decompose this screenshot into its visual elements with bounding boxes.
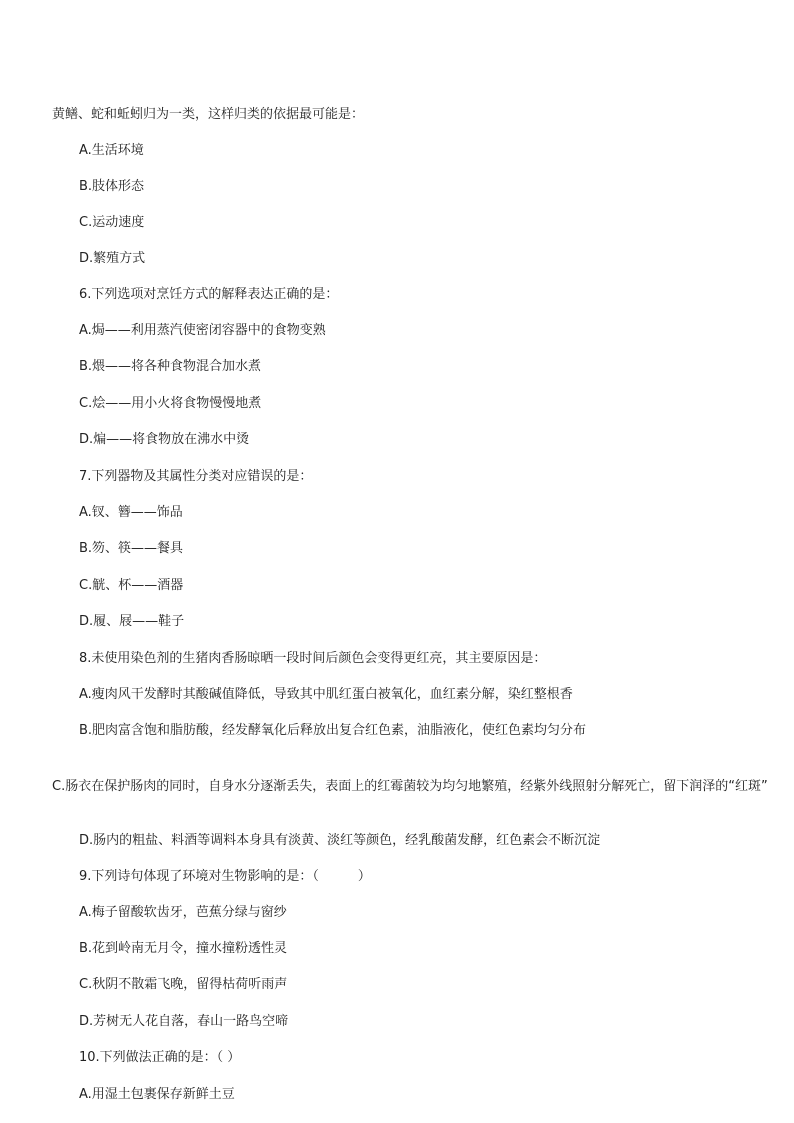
q9-option-b: B.花到岭南无月令，撞水撞粉透性灵 (79, 941, 288, 956)
q8-option-b: B.肥肉富含饱和脂肪酸，经发酵氧化后释放出复合红色素，油脂液化，使红色素均匀分布 (79, 723, 587, 738)
q7-option-d: D.履、屐——鞋子 (79, 614, 185, 629)
q9-option-a: A.梅子留酸软齿牙，芭蕉分绿与窗纱 (79, 905, 287, 920)
page-intro: 黄鳝、蛇和蚯蚓归为一类，这样归类的依据最可能是： (52, 107, 365, 122)
q9-option-c: C.秋阴不散霜飞晚，留得枯荷听雨声 (79, 977, 288, 992)
q6-option-d: D.煸——将食物放在沸水中烫 (79, 432, 250, 447)
q5-option-b: B.肢体形态 (79, 179, 145, 194)
q10-option-a: A.用湿土包裹保存新鲜土豆 (79, 1087, 235, 1102)
q8-option-a: A.瘦肉风干发酵时其酸碱值降低，导致其中肌红蛋白被氧化，血红素分解，染红整根香 (79, 687, 573, 702)
q9-option-d: D.芳树无人花自落，春山一路鸟空啼 (79, 1014, 289, 1029)
q8-option-c: C.肠衣在保护肠肉的同时，自身水分逐渐丢失，表面上的红霉菌较为均匀地繁殖，经紫外线照射分解死亡，留下润泽的“红斑” (52, 779, 768, 794)
q9-stem: 9.下列诗句体现了环境对生物影响的是：（ ） (79, 869, 371, 884)
q7-option-b: B.笏、筷——餐具 (79, 541, 184, 556)
q5-option-a: A.生活环境 (79, 143, 144, 158)
q7-option-a: A.钗、簪——饰品 (79, 505, 183, 520)
q10-stem: 10.下列做法正确的是：（ ） (79, 1050, 241, 1065)
q5-option-c: C.运动速度 (79, 215, 145, 230)
q7-option-c: C.觥、杯——酒器 (79, 578, 184, 593)
q5-option-d: D.繁殖方式 (79, 251, 146, 266)
q6-option-a: A.焗——利用蒸汽使密闭容器中的食物变熟 (79, 323, 326, 338)
q7-stem: 7.下列器物及其属性分类对应错误的是： (79, 469, 313, 484)
q6-option-b: B.煨——将各种食物混合加水煮 (79, 359, 262, 374)
q8-option-d: D.肠内的粗盐、料酒等调料本身具有淡黄、淡红等颜色，经乳酸菌发酵，红色素会不断沉淀 (79, 833, 601, 848)
q6-option-c: C.烩——用小火将食物慢慢地煮 (79, 396, 262, 411)
q6-stem: 6.下列选项对烹饪方式的解释表达正确的是： (79, 287, 339, 302)
q8-stem: 8.未使用染色剂的生猪肉香肠晾晒一段时间后颜色会变得更红亮，其主要原因是： (79, 651, 547, 666)
